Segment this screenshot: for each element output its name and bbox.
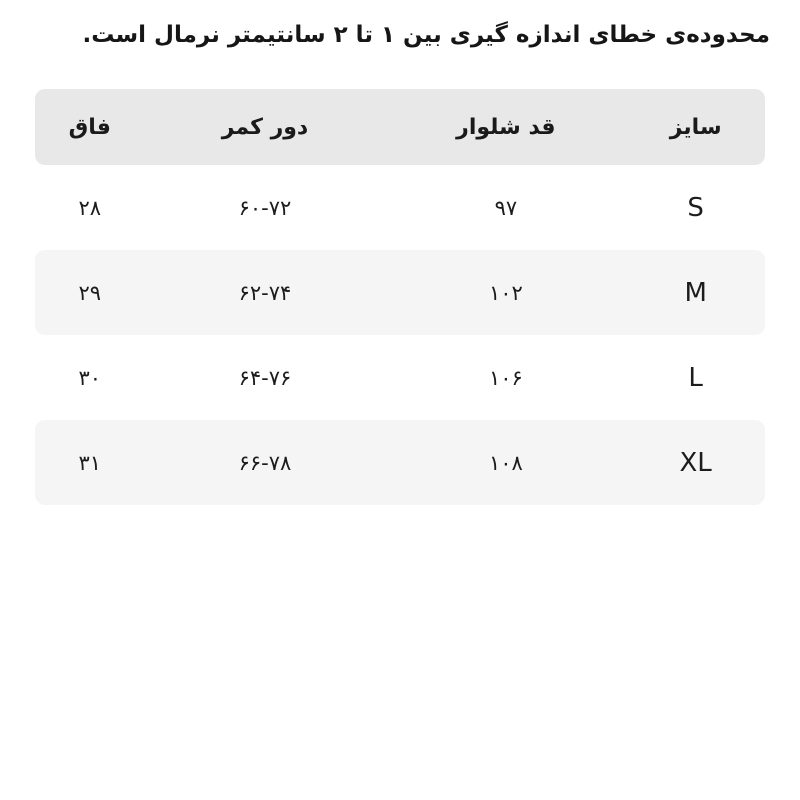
col-header-length: قد شلوار: [385, 89, 626, 165]
cell-size: L: [688, 362, 703, 393]
cell-rise: ۲۸: [78, 195, 102, 220]
cell-length: ۱۰۲: [385, 250, 626, 335]
cell-rise: ۳۱: [35, 420, 145, 505]
cell-length: ۹۷: [494, 195, 518, 220]
cell-length: ۱۰۶: [488, 365, 523, 390]
size-chart-table: [35, 89, 765, 505]
table-row-s: [35, 165, 765, 250]
cell-waist: ۶۴-۷۶: [238, 365, 292, 390]
col-header-rise: فاق: [35, 89, 145, 165]
measurement-note: محدوده‌ی خطای اندازه گیری بین ۱ تا ۲ سانتیمتر نرمال است.: [82, 22, 770, 48]
size-chart-head: [35, 89, 765, 165]
col-header-waist: دور کمر: [145, 89, 386, 165]
table-row-xl: [35, 420, 765, 505]
col-header-size: سایز: [626, 89, 765, 165]
cell-rise: ۲۹: [35, 250, 145, 335]
cell-size: M: [626, 250, 765, 335]
table-row-l: [35, 335, 765, 420]
table-row-m: [35, 250, 765, 335]
cell-length: ۱۰۸: [385, 420, 626, 505]
cell-waist: ۶۲-۷۴: [145, 250, 386, 335]
cell-size: XL: [626, 420, 765, 505]
header-row: [35, 89, 765, 165]
cell-rise: ۳۰: [78, 365, 102, 390]
cell-waist: ۶۰-۷۲: [238, 195, 292, 220]
cell-size: S: [687, 192, 704, 223]
size-chart-body: [35, 165, 765, 505]
cell-waist: ۶۶-۷۸: [145, 420, 386, 505]
